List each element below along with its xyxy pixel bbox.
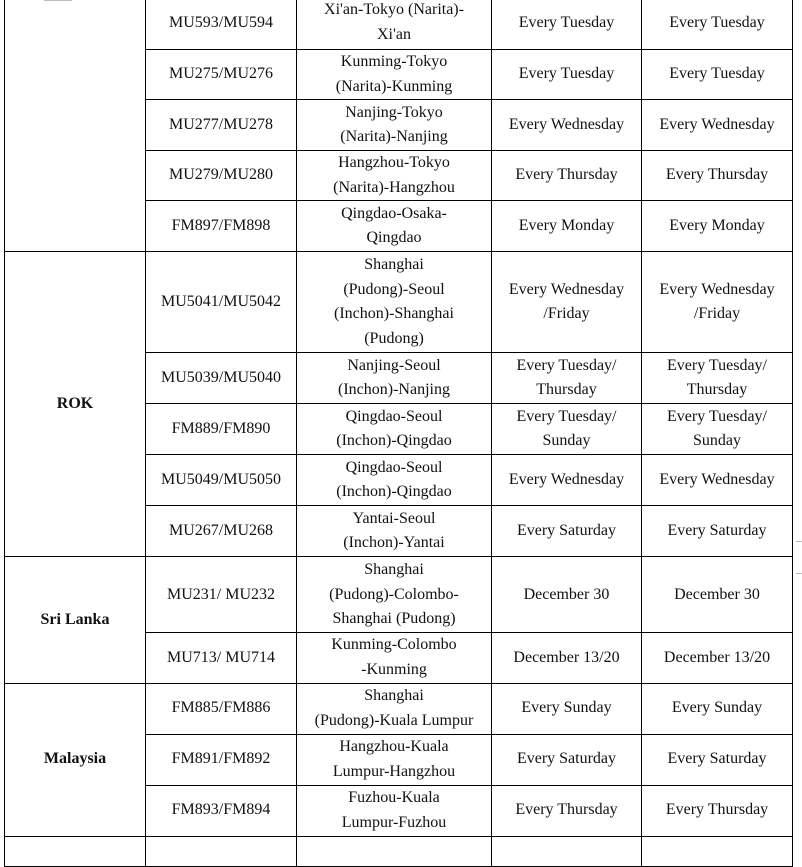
outbound-cell: Every Thursday [492,151,642,201]
flight-cell: MU713/ MU714 [146,633,297,683]
outbound-cell [492,836,642,866]
route-cell: Qingdao-Osaka- Qingdao [297,201,492,252]
flight-cell: MU5049/MU5050 [146,455,297,506]
route-cell: Kunming-Tokyo (Narita)-Kunming [297,50,492,100]
flight-cell: MU275/MU276 [146,50,297,100]
outbound-cell: Every Tuesday/ Sunday [492,404,642,455]
flight-schedule-table [4,0,793,867]
route-cell: Yantai-Seoul (Inchon)-Yantai [297,506,492,557]
inbound-cell: Every Tuesday [642,50,793,100]
flight-cell: FM893/FM894 [146,785,297,836]
outbound-cell: Every Wednesday [492,100,642,151]
route-cell: Fuzhou-Kuala Lumpur-Fuzhou [297,785,492,836]
route-cell: Shanghai (Pudong)-Kuala Lumpur [297,683,492,734]
flight-cell: FM885/FM886 [146,683,297,734]
outbound-cell: Every Tuesday [492,0,642,50]
outbound-cell: Every Sunday [492,683,642,734]
country-cell [5,0,146,252]
route-cell: Nanjing-Seoul (Inchon)-Nanjing [297,353,492,404]
route-cell: Xi'an-Tokyo (Narita)- Xi'an [297,0,492,50]
route-cell: Hangzhou-Tokyo (Narita)-Hangzhou [297,151,492,201]
inbound-cell: December 30 [642,557,793,633]
inbound-cell: Every Saturday [642,506,793,557]
route-cell: Shanghai (Pudong)-Seoul (Inchon)-Shanghai (Pudong) [297,252,492,353]
outbound-cell: Every Saturday [492,506,642,557]
inbound-cell: Every Sunday [642,683,793,734]
inbound-cell: Every Wednesday [642,100,793,151]
table-row [5,0,793,50]
inbound-cell [642,836,793,866]
flight-cell: MU231/ MU232 [146,557,297,633]
country-cell: Sri Lanka [5,557,146,683]
flight-cell: FM891/FM892 [146,734,297,785]
right-edge-rule-2 [796,573,802,574]
flight-cell: MU267/MU268 [146,506,297,557]
outbound-cell: Every Tuesday/ Thursday [492,353,642,404]
country-cell [5,836,146,866]
flight-cell: MU277/MU278 [146,100,297,151]
inbound-cell: Every Tuesday/ Thursday [642,353,793,404]
flight-cell: MU593/MU594 [146,0,297,50]
inbound-cell: December 13/20 [642,633,793,683]
flight-cell: MU5039/MU5040 [146,353,297,404]
outbound-cell: Every Wednesday [492,455,642,506]
outbound-cell: Every Saturday [492,734,642,785]
route-cell: Kunming-Colombo -Kunming [297,633,492,683]
table-row [5,252,793,353]
inbound-cell: Every Saturday [642,734,793,785]
inbound-cell: Every Monday [642,201,793,252]
route-cell: Qingdao-Seoul (Inchon)-Qingdao [297,404,492,455]
table-row [5,836,793,866]
inbound-cell: Every Wednesday /Friday [642,252,793,353]
outbound-cell: December 13/20 [492,633,642,683]
route-cell: Nanjing-Tokyo (Narita)-Nanjing [297,100,492,151]
route-cell [297,836,492,866]
country-cell: ROK [5,252,146,557]
route-cell: Qingdao-Seoul (Inchon)-Qingdao [297,455,492,506]
outbound-cell: Every Wednesday /Friday [492,252,642,353]
outbound-cell: December 30 [492,557,642,633]
inbound-cell: Every Wednesday [642,455,793,506]
outbound-cell: Every Tuesday [492,50,642,100]
flight-cell: MU5041/MU5042 [146,252,297,353]
table-row [5,557,793,633]
inbound-cell: Every Tuesday [642,0,793,50]
inbound-cell: Every Thursday [642,785,793,836]
route-cell: Shanghai (Pudong)-Colombo- Shanghai (Pudong) [297,557,492,633]
outbound-cell: Every Thursday [492,785,642,836]
right-edge-rule-1 [796,541,802,542]
inbound-cell: Every Thursday [642,151,793,201]
flight-cell: FM889/FM890 [146,404,297,455]
inbound-cell: Every Tuesday/ Sunday [642,404,793,455]
flight-cell: MU279/MU280 [146,151,297,201]
route-cell: Hangzhou-Kuala Lumpur-Hangzhou [297,734,492,785]
country-cell: Malaysia [5,683,146,836]
flight-cell: FM897/FM898 [146,201,297,252]
table-row [5,683,793,734]
outbound-cell: Every Monday [492,201,642,252]
flight-cell [146,836,297,866]
